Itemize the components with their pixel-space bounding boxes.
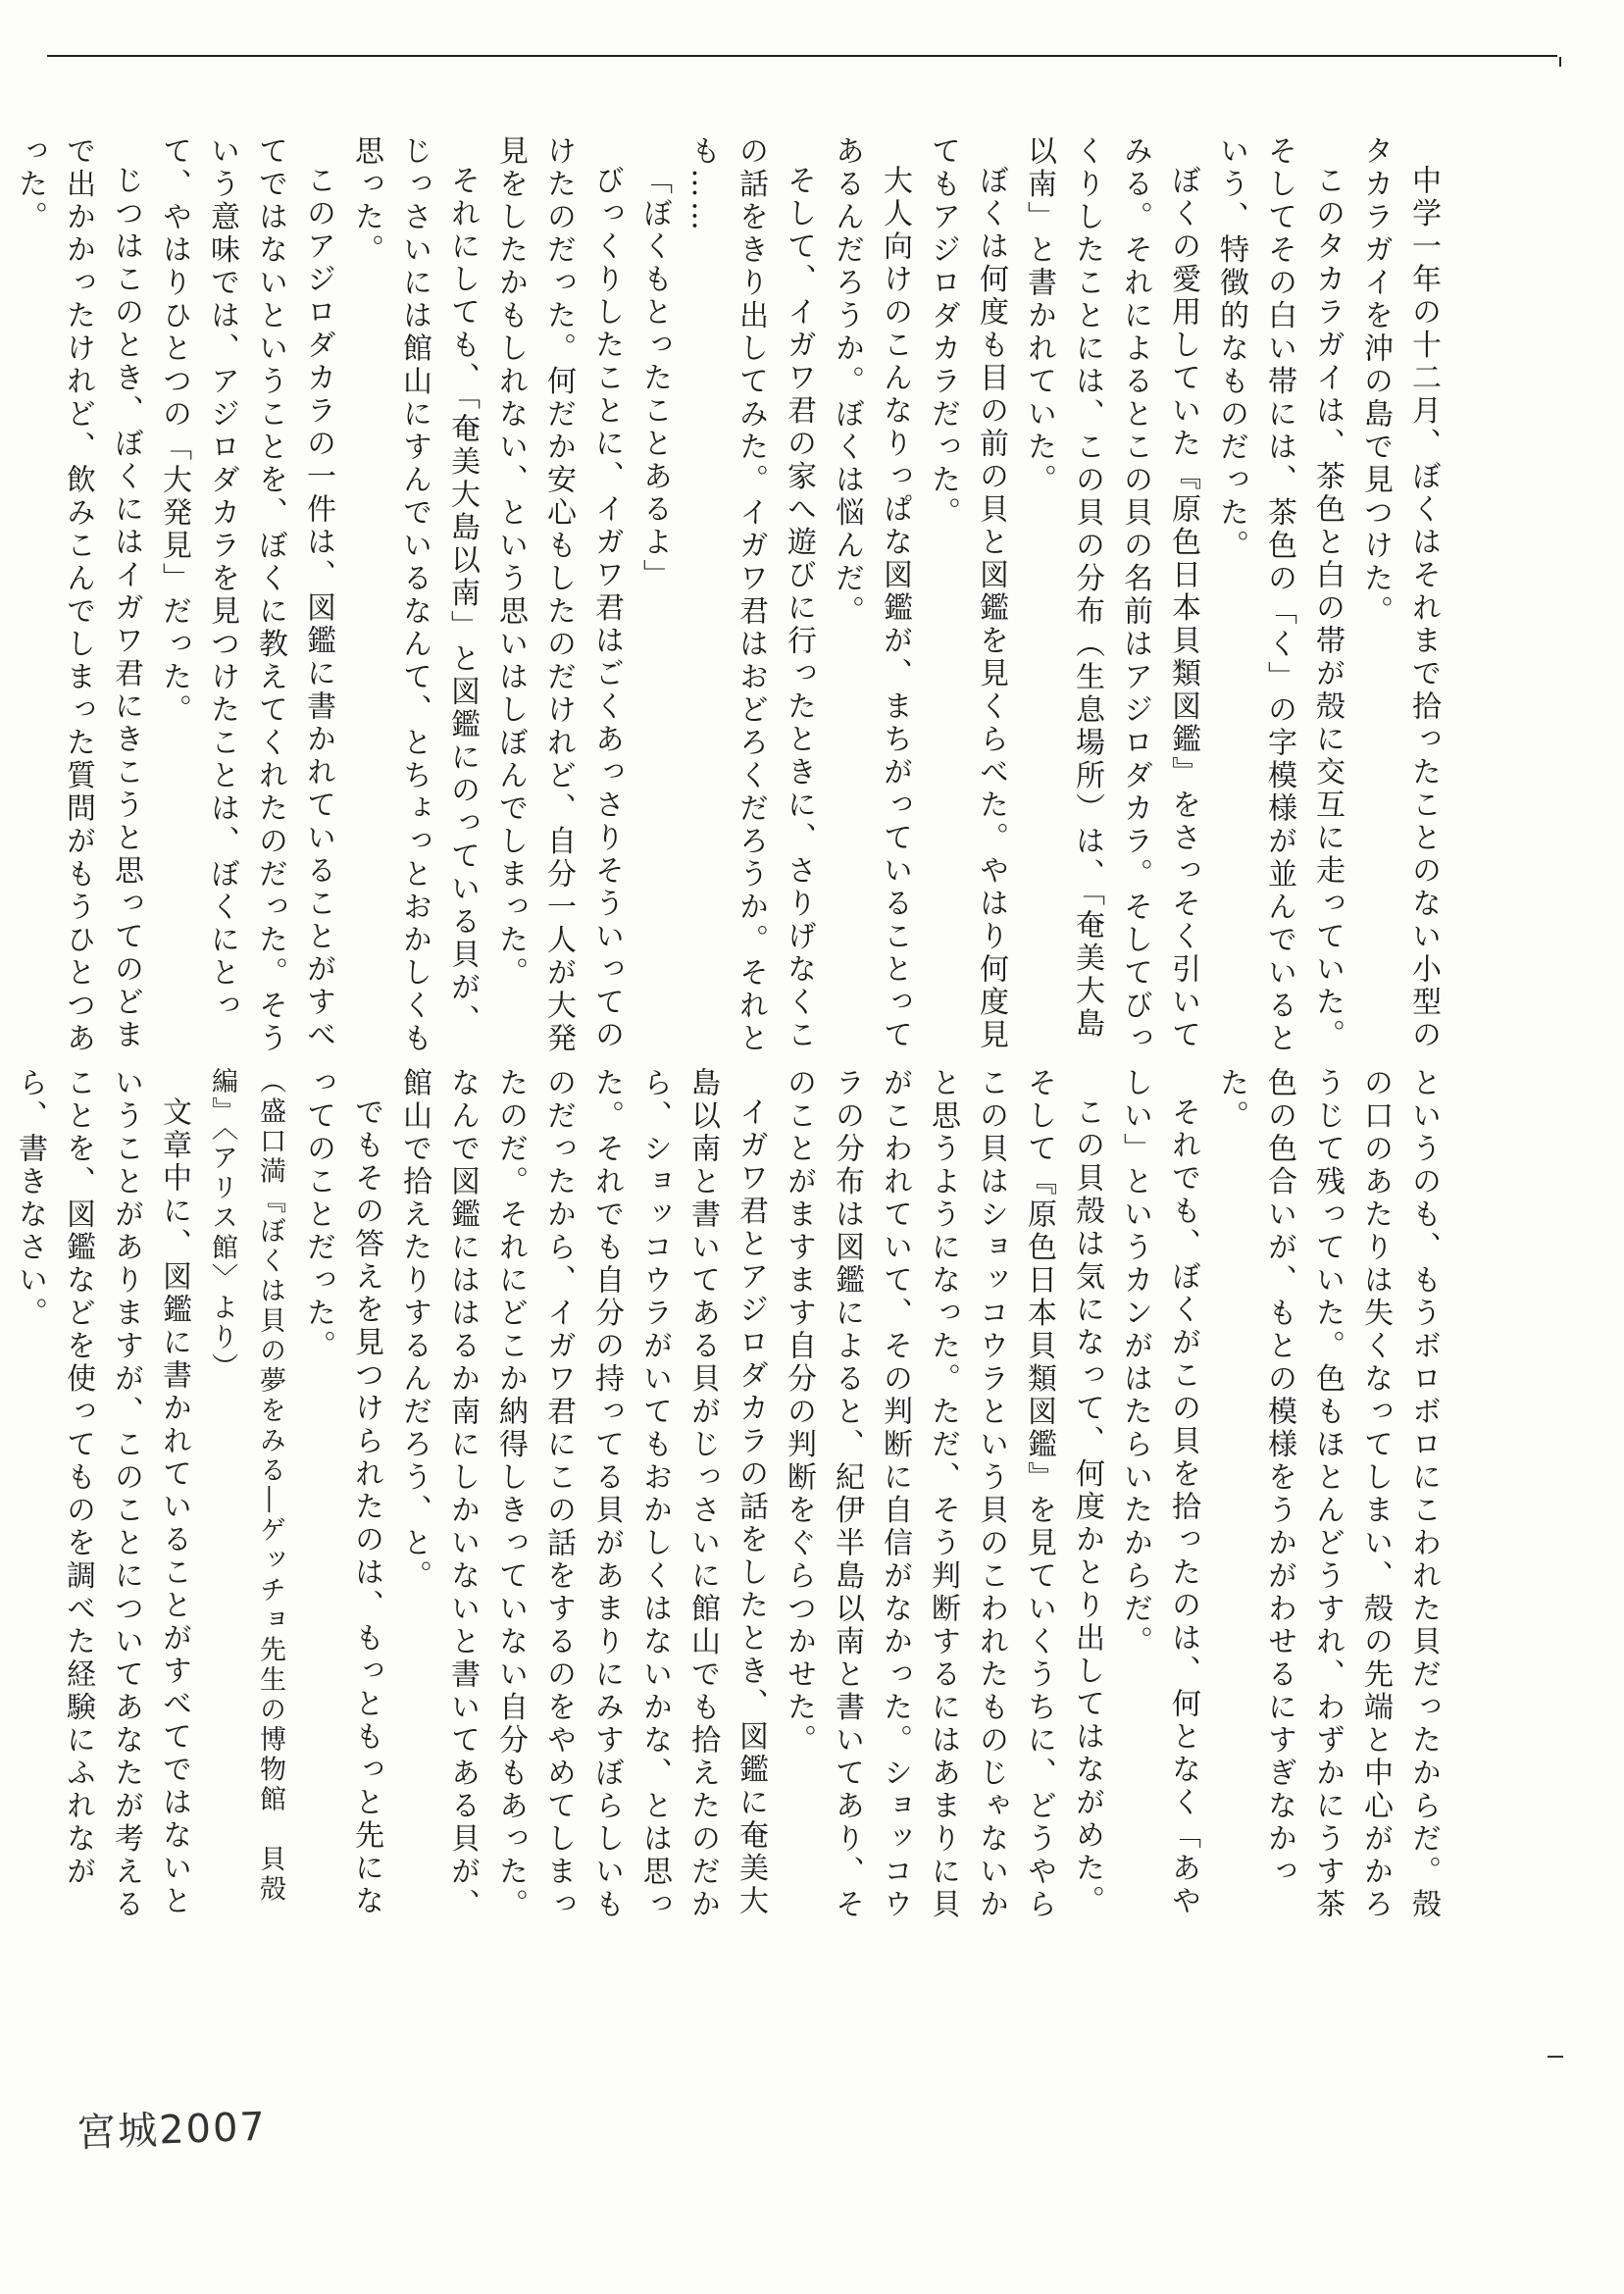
question-prompt: 文章中に、図鑑に書かれていることがすべてではないということがありますが、このことについてあなたが考えることを、図鑑などを使ってものを調べた経験にふれながら、書きなさい。 (13, 1067, 191, 1921)
top-rule-tick (1559, 57, 1561, 67)
passage-paragraph: それにしても、「奄美大島以南」と図鑑にのっている貝が、じっさいには館山にすんでいるなんて、とちょっとおかしくも思った。 (349, 135, 480, 1055)
margin-mark (1548, 2048, 1563, 2058)
passage-paragraph (0, 135, 6, 1067)
passage-paragraph: 中学一年の十二月、ぼくはそれまで拾ったことのない小型のタカラガイを沖の島で見つけた。 (1358, 135, 1441, 1052)
source-citation: （盛口満『ぼくは貝の夢をみる―ゲッチョ先生の博物館 貝殻編』〈アリス館〉より） (207, 1067, 285, 1905)
passage-paragraph: びっくりしたことに、イガワ君はごくあっさりそういってのけたのだった。何だか安心もしたのだけれど、自分一人が大発見をしたかもしれない、という思いはしぼんでしまった。 (493, 135, 624, 1055)
passage-paragraph: このアジロダカラの一件は、図鑑に書かれていることがすべてではないということを、ぼくに教えてくれたのだった。そういう意味では、アジロダカラを見つけたことは、ぼくにとって、やはりひとつの「大発見」だった。 (157, 135, 335, 1055)
passage-paragraph: というのも、もうボロボロにこわれた貝だったからだ。殻の口のあたりは失くなってしまい、殻の先端と中心がかろうじて残っていた。色もほとんどうすれ、わずかにうす茶色の色合いが、もとの模様をうかがわせるにすぎなかった。 (1214, 1067, 1441, 1921)
passage-paragraph: ぼくは何度も目の前の貝と図鑑を見くらべた。やはり何度見てもアジロダカラだった。 (926, 135, 1008, 1052)
passage-paragraph: ぼくの愛用していた『原色日本貝類図鑑』をさっそく引いてみる。それによるとこの貝の名前はアジロダカラ。そしてびっくりしたことには、この貝の分布（生息場所）は、「奄美大島以南」と書かれていた。 (1022, 135, 1200, 1055)
passage-bottom-column (13, 1067, 1447, 1930)
passage-dialogue: 「ぼくもとったことあるよ」 (637, 165, 672, 592)
top-rule (47, 55, 1557, 57)
passage-paragraph: そして、イガワ君の家へ遊びに行ったときに、さりげなくこの話をきり出してみた。イガワ君はおどろくだろうか。それとも…… (685, 135, 816, 1055)
passage-paragraph: じつはこのとき、ぼくにはイガワ君にきこうと思ってのどまで出かかったけれど、飲みこんでしまった質問がもうひとつあった。 (13, 135, 143, 1055)
passage-paragraph: イガワ君とアジロダカラの話をしたとき、図鑑に奄美大島以南と書いてある貝がじっさいに館山でも拾えたのだから、ショッコウラがいてもおかしくはないかな、とは思った。それでも自分の持ってる貝があまりにみすぼらしいものだったから、イガワ君にこの話をするのをやめてしまったのだ。それにどこか納得しきっていない自分もあった。なんで図鑑にははるか南にしかいないと書いてある貝が、館山で拾えたりするんだろう、と。 (397, 1067, 768, 1921)
passage-paragraph: この貝殻は気になって、何度かとり出してはながめた。そして『原色日本貝類図鑑』を見ていくうちに、どうやらこの貝はショッコウラという貝のこわれたものじゃないかと思うようになった。ただ、そう判断するにはあまりに貝がこわれていて、その判断に自信がなかった。ショッコウラの分布は図鑑によると、紀伊半島以南と書いてあり、そのことがますます自分の判断をぐらつかせた。 (782, 1067, 1104, 1921)
handwritten-stamp: 宮城2007 (76, 2104, 268, 2157)
passage-paragraph: それでも、ぼくがこの貝を拾ったのは、何となく「あやしい」というカンがはたらいたからだ。 (1118, 1067, 1200, 1918)
passage-paragraph: 大人向けのこんなりっぱな図鑑が、まちがっていることってあるんだろうか。ぼくは悩んだ。 (830, 135, 912, 1052)
passage-paragraph: でもその答えを見つけられたのは、もっともっと先になってのことだった。 (301, 1067, 383, 1918)
passage-paragraph: このタカラガイは、茶色と白の帯が殻に交互に走っていた。そしてその白い帯には、茶色の「く」の字模様が並んでいるという、特徴的なものだった。 (1214, 135, 1345, 1055)
passage-top-column (13, 135, 1447, 1067)
